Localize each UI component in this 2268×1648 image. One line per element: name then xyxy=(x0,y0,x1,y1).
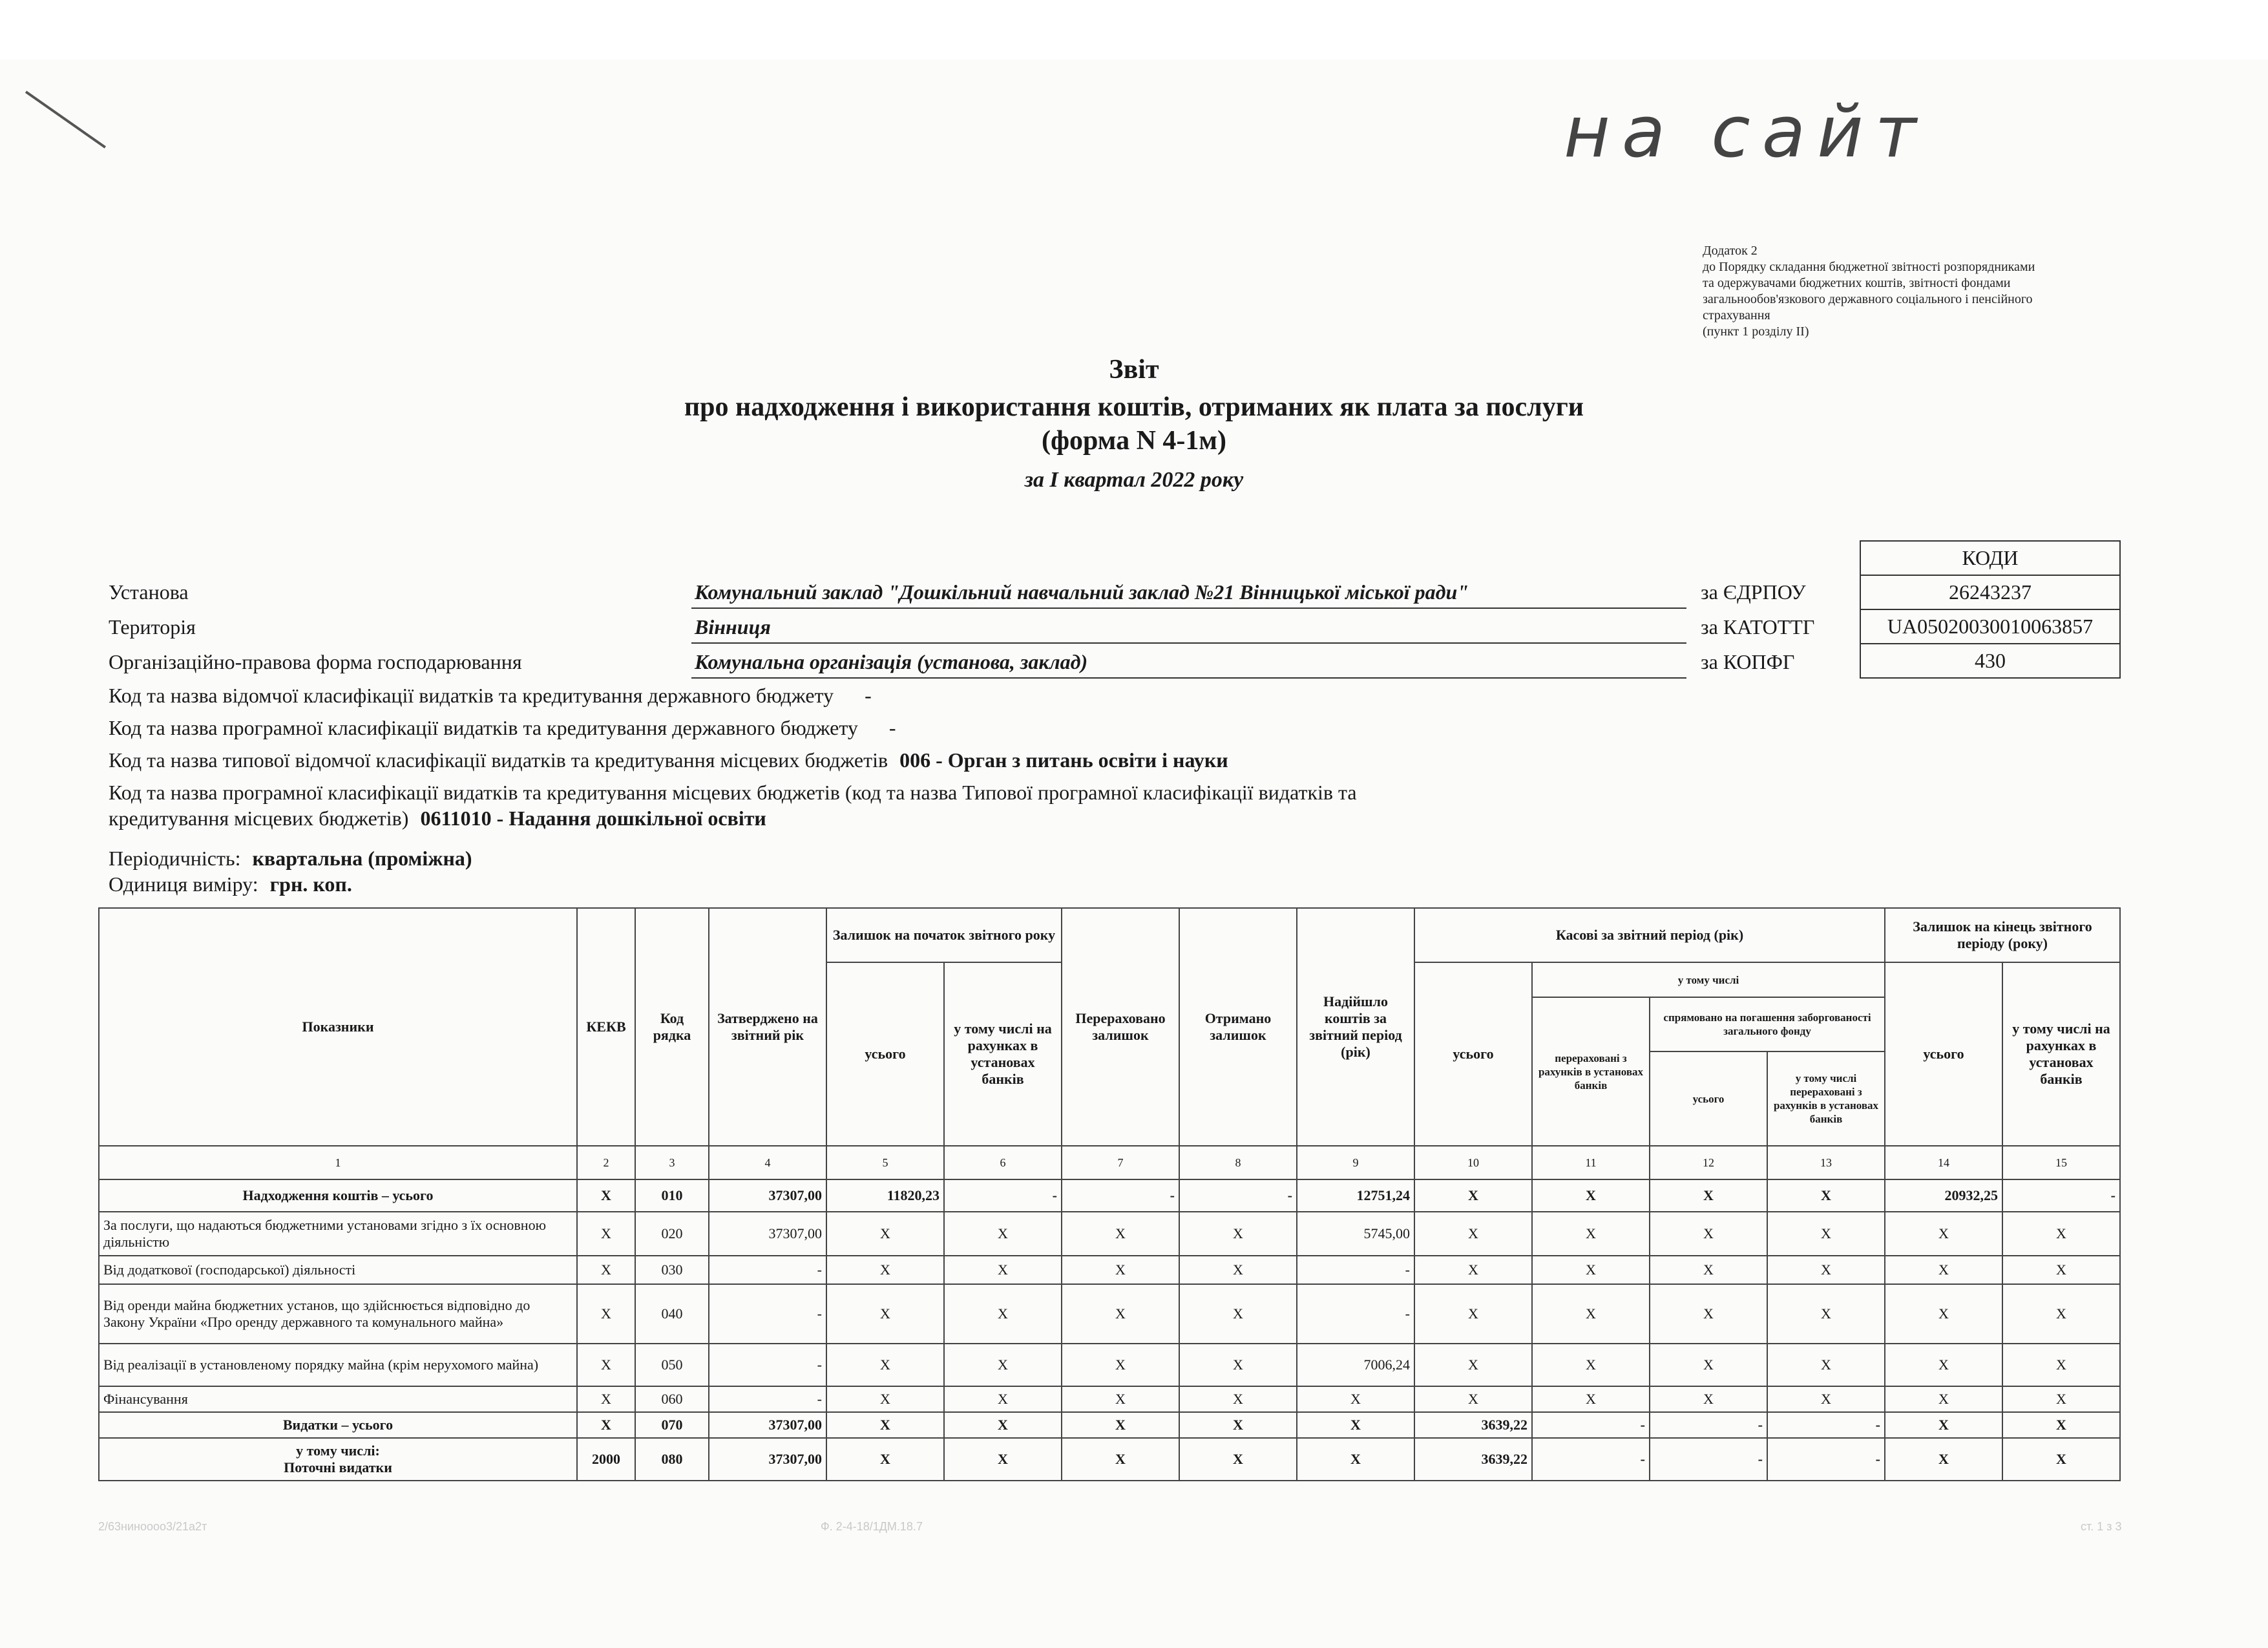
header-received: Отримано залишок xyxy=(1179,908,1297,1146)
table-cell: 12751,24 xyxy=(1297,1179,1414,1212)
institution-label: Установа xyxy=(109,580,189,604)
table-cell: X xyxy=(1532,1256,1650,1284)
table-cell: - xyxy=(1767,1438,1885,1481)
table-cell: X xyxy=(1885,1412,2002,1438)
table-cell: 030 xyxy=(635,1256,709,1284)
table-cell: 010 xyxy=(635,1179,709,1212)
org-form-label: Організаційно-правова форма господарювання xyxy=(109,650,522,673)
footer-center: Ф. 2-4-18/1ДМ.18.7 xyxy=(821,1520,923,1533)
table-cell: X xyxy=(1414,1386,1532,1412)
annex-note xyxy=(1703,243,2116,340)
classification-line-2-label: Код та назва програмної класифікації видатків та кредитування державного бюджету xyxy=(109,716,858,739)
table-cell: X xyxy=(1179,1284,1297,1344)
table-cell: 11820,23 xyxy=(826,1179,944,1212)
unit xyxy=(109,872,352,896)
report-subtitle: про надходження і використання коштів, отриманих як плата за послуги xyxy=(684,392,1584,422)
table-cell: X xyxy=(1767,1386,1885,1412)
table-cell: - xyxy=(709,1284,826,1344)
table-cell: 3639,22 xyxy=(1414,1438,1532,1481)
territory-value: Вінниця xyxy=(695,615,771,639)
institution-underline xyxy=(691,607,1686,609)
column-number: 12 xyxy=(1650,1146,1767,1179)
table-cell: - xyxy=(1062,1179,1179,1212)
katottg-code: UA05020030010063857 xyxy=(1860,609,2120,644)
table-cell: X xyxy=(1297,1386,1414,1412)
table-row xyxy=(99,1344,2120,1386)
katottg-label: за КАТОТТГ xyxy=(1701,615,1815,639)
table-cell: X xyxy=(1179,1412,1297,1438)
table-cell: X xyxy=(1297,1438,1414,1481)
table-cell: X xyxy=(1767,1284,1885,1344)
territory-underline xyxy=(691,642,1686,644)
table-cell: X xyxy=(1179,1256,1297,1284)
edrpou-label: за ЄДРПОУ xyxy=(1701,580,1806,604)
column-number: 15 xyxy=(2002,1146,2120,1179)
classification-line-3-value: 006 - Орган з питань освіти і науки xyxy=(899,748,1228,772)
header-debt-repay: спрямовано на погашення заборгованості загального фонду xyxy=(1650,997,1885,1051)
table-cell: X xyxy=(2002,1284,2120,1344)
table-cell: X xyxy=(1179,1386,1297,1412)
org-form-value: Комунальна організація (установа, заклад) xyxy=(695,650,1088,673)
header-balance-end: Залишок на кінець звітного періоду (року) xyxy=(1885,908,2120,962)
scan-top-edge xyxy=(0,0,2268,59)
table-row xyxy=(99,1284,2120,1344)
table-cell: 37307,00 xyxy=(709,1438,826,1481)
header-row-code: Код рядка xyxy=(635,908,709,1146)
table-cell: X xyxy=(1414,1284,1532,1344)
annex-line: страхування xyxy=(1703,308,1770,322)
table-cell: 37307,00 xyxy=(709,1412,826,1438)
header-cash-total: усього xyxy=(1414,962,1532,1146)
row-label: Фінансування xyxy=(99,1386,577,1412)
header-inflow: Надійшло коштів за звітний період (рік) xyxy=(1297,908,1414,1146)
table-cell: - xyxy=(1297,1284,1414,1344)
classification-line-4b xyxy=(109,807,766,830)
table-cell: X xyxy=(1532,1386,1650,1412)
periodicity-label: Періодичність: xyxy=(109,847,241,870)
table-cell: X xyxy=(2002,1386,2120,1412)
table-cell: X xyxy=(1414,1212,1532,1256)
table-cell: X xyxy=(1885,1438,2002,1481)
table-cell: 7006,24 xyxy=(1297,1344,1414,1386)
table-cell: X xyxy=(1885,1284,2002,1344)
table-cell: X xyxy=(1885,1212,2002,1256)
table-cell: X xyxy=(944,1284,1062,1344)
column-number: 9 xyxy=(1297,1146,1414,1179)
classification-line-4a: Код та назва програмної класифікації видатків та кредитування місцевих бюджетів (код та назва Типової програмної класифікації видатків та xyxy=(109,781,1357,804)
header-kekv: КЕКВ xyxy=(577,908,635,1146)
table-cell: 3639,22 xyxy=(1414,1412,1532,1438)
table-row xyxy=(99,1212,2120,1256)
table-cell: X xyxy=(577,1256,635,1284)
table-cell: X xyxy=(577,1386,635,1412)
table-cell: X xyxy=(944,1212,1062,1256)
table-cell: 070 xyxy=(635,1412,709,1438)
header-cash: Касові за звітний період (рік) xyxy=(1414,908,1885,962)
table-cell: X xyxy=(826,1212,944,1256)
column-number: 8 xyxy=(1179,1146,1297,1179)
header-debt-total: усього xyxy=(1650,1051,1767,1146)
table-row xyxy=(99,1256,2120,1284)
table-cell: 050 xyxy=(635,1344,709,1386)
header-debt-banks: у тому числі перераховані з рахунків в установах банків xyxy=(1767,1051,1885,1146)
table-cell: 060 xyxy=(635,1386,709,1412)
table-row xyxy=(99,1386,2120,1412)
table-cell: 5745,00 xyxy=(1297,1212,1414,1256)
table-cell: X xyxy=(944,1344,1062,1386)
table-cell: X xyxy=(1650,1179,1767,1212)
table-cell: X xyxy=(1650,1256,1767,1284)
table-cell: X xyxy=(1650,1386,1767,1412)
table-cell: X xyxy=(1062,1344,1179,1386)
classification-line-2 xyxy=(109,716,896,740)
table-cell: X xyxy=(826,1412,944,1438)
column-number: 2 xyxy=(577,1146,635,1179)
handwritten-note: на сайт xyxy=(1564,90,1928,173)
column-number: 4 xyxy=(709,1146,826,1179)
table-cell: - xyxy=(1297,1256,1414,1284)
column-number: 7 xyxy=(1062,1146,1179,1179)
column-number: 6 xyxy=(944,1146,1062,1179)
column-number: 5 xyxy=(826,1146,944,1179)
header-indicators: Показники xyxy=(99,908,577,1146)
table-cell: X xyxy=(577,1284,635,1344)
table-cell: X xyxy=(1297,1412,1414,1438)
header-balance-start: Залишок на початок звітного року xyxy=(826,908,1062,962)
classification-line-1-label: Код та назва відомчої класифікації видатків та кредитування державного бюджету xyxy=(109,684,834,707)
table-cell: X xyxy=(1062,1256,1179,1284)
table-cell: X xyxy=(1062,1212,1179,1256)
table-cell: X xyxy=(2002,1438,2120,1481)
table-cell: X xyxy=(1532,1284,1650,1344)
table-cell: X xyxy=(1532,1179,1650,1212)
table-cell: X xyxy=(944,1412,1062,1438)
header-cash-banks: перераховані з рахунків в установах банків xyxy=(1532,997,1650,1146)
codes-table xyxy=(1860,540,2121,679)
row-label: За послуги, що надаються бюджетними установами згідно з їх основною діяльністю xyxy=(99,1212,577,1256)
table-cell: 37307,00 xyxy=(709,1179,826,1212)
table-cell: X xyxy=(1885,1256,2002,1284)
table-cell: X xyxy=(826,1386,944,1412)
table-cell: 040 xyxy=(635,1284,709,1344)
header-transferred: Перераховано залишок xyxy=(1062,908,1179,1146)
table-cell: X xyxy=(2002,1412,2120,1438)
table-cell: X xyxy=(1885,1386,2002,1412)
column-number: 1 xyxy=(99,1146,577,1179)
table-cell: X xyxy=(944,1386,1062,1412)
table-cell: X xyxy=(2002,1344,2120,1386)
annex-line: (пункт 1 розділу ІІ) xyxy=(1703,324,1809,339)
row-label: Видатки – усього xyxy=(99,1412,577,1438)
table-cell: 2000 xyxy=(577,1438,635,1481)
table-cell: X xyxy=(1767,1179,1885,1212)
classification-line-2-value: - xyxy=(888,716,896,739)
column-numbers-row xyxy=(99,1146,2120,1179)
territory-label: Територія xyxy=(109,615,196,639)
table-cell: X xyxy=(1767,1212,1885,1256)
table-cell: - xyxy=(1532,1438,1650,1481)
table-cell: X xyxy=(2002,1212,2120,1256)
annex-line: загальнообов'язкового державного соціального і пенсійного xyxy=(1703,292,2033,306)
unit-value: грн. коп. xyxy=(269,872,352,896)
table-cell: X xyxy=(1532,1344,1650,1386)
table-cell: X xyxy=(2002,1256,2120,1284)
table-cell: 020 xyxy=(635,1212,709,1256)
table-cell: X xyxy=(1650,1212,1767,1256)
classification-line-4-label: кредитування місцевих бюджетів) xyxy=(109,807,409,830)
table-cell: X xyxy=(1062,1386,1179,1412)
column-number: 10 xyxy=(1414,1146,1532,1179)
row-label: у тому числі: Поточні видатки xyxy=(99,1438,577,1481)
kopfg-code: 430 xyxy=(1860,644,2120,678)
row-label: Від додаткової (господарської) діяльності xyxy=(99,1256,577,1284)
classification-line-1-value: - xyxy=(865,684,872,707)
classification-line-1 xyxy=(109,684,872,708)
table-row xyxy=(99,1412,2120,1438)
table-cell: X xyxy=(944,1438,1062,1481)
institution-value: Комунальний заклад "Дошкільний навчальний заклад №21 Вінницької міської ради" xyxy=(695,580,1469,604)
table-cell: - xyxy=(2002,1179,2120,1212)
classification-line-4-value: 0611010 - Надання дошкільної освіти xyxy=(420,807,766,830)
column-number: 11 xyxy=(1532,1146,1650,1179)
row-label: Надходження коштів – усього xyxy=(99,1179,577,1212)
report-form: (форма N 4-1м) xyxy=(1041,426,1226,456)
table-cell: - xyxy=(1650,1438,1767,1481)
header-balance-end-banks: у тому числі на рахунках в установах банків xyxy=(2002,962,2120,1146)
unit-label: Одиниця виміру: xyxy=(109,872,258,896)
column-number: 14 xyxy=(1885,1146,2002,1179)
table-cell: X xyxy=(1179,1212,1297,1256)
table-cell: X xyxy=(1062,1284,1179,1344)
classification-line-3 xyxy=(109,748,1228,772)
table-cell: - xyxy=(709,1344,826,1386)
table-cell: X xyxy=(944,1256,1062,1284)
report-table xyxy=(98,907,2121,1481)
footer-right: ст. 1 з 3 xyxy=(2081,1520,2122,1533)
table-cell: 20932,25 xyxy=(1885,1179,2002,1212)
table-cell: X xyxy=(1414,1344,1532,1386)
codes-header: КОДИ xyxy=(1860,541,2120,575)
header-approved: Затверджено на звітний рік xyxy=(709,908,826,1146)
table-cell: X xyxy=(1650,1284,1767,1344)
table-cell: - xyxy=(709,1256,826,1284)
footer-left: 2/63ниноооо3/21а2т xyxy=(98,1520,207,1533)
table-cell: X xyxy=(826,1284,944,1344)
table-row xyxy=(99,1438,2120,1481)
column-number: 3 xyxy=(635,1146,709,1179)
row-label: Від реалізації в установленому порядку майна (крім нерухомого майна) xyxy=(99,1344,577,1386)
table-cell: X xyxy=(1650,1344,1767,1386)
report-title: Звіт xyxy=(1109,355,1159,385)
table-cell: X xyxy=(577,1344,635,1386)
table-cell: - xyxy=(944,1179,1062,1212)
table-cell: X xyxy=(1062,1438,1179,1481)
table-cell: X xyxy=(826,1438,944,1481)
table-cell: X xyxy=(826,1344,944,1386)
table-cell: 37307,00 xyxy=(709,1212,826,1256)
table-cell: X xyxy=(1179,1344,1297,1386)
periodicity-value: квартальна (проміжна) xyxy=(252,847,472,870)
table-cell: - xyxy=(709,1386,826,1412)
org-form-underline xyxy=(691,677,1686,679)
table-cell: - xyxy=(1650,1412,1767,1438)
annex-line: до Порядку складання бюджетної звітності розпорядниками xyxy=(1703,260,2035,274)
column-number: 13 xyxy=(1767,1146,1885,1179)
table-cell: X xyxy=(577,1212,635,1256)
table-cell: 080 xyxy=(635,1438,709,1481)
table-cell: X xyxy=(1767,1256,1885,1284)
edrpou-code: 26243237 xyxy=(1860,575,2120,609)
kopfg-label: за КОПФГ xyxy=(1701,650,1795,673)
periodicity xyxy=(109,847,472,871)
table-cell: X xyxy=(577,1412,635,1438)
annex-line: та одержувачами бюджетних коштів, звітності фондами xyxy=(1703,276,2011,290)
header-balance-end-total: усього xyxy=(1885,962,2002,1146)
classification-line-3-label: Код та назва типової відомчої класифікації видатків та кредитування місцевих бюджетів xyxy=(109,748,888,772)
header-cash-including: у тому числі xyxy=(1532,962,1885,997)
table-cell: X xyxy=(577,1179,635,1212)
header-balance-start-total: усього xyxy=(826,962,944,1146)
header-balance-start-banks: у тому числі на рахунках в установах банків xyxy=(944,962,1062,1146)
table-cell: - xyxy=(1179,1179,1297,1212)
report-period: за І квартал 2022 року xyxy=(1024,468,1244,492)
row-label: Від оренди майна бюджетних установ, що здійснюється відповідно до Закону України «Про оренду державного та комунального майна» xyxy=(99,1284,577,1344)
table-cell: X xyxy=(1414,1256,1532,1284)
table-cell: X xyxy=(826,1256,944,1284)
table-cell: - xyxy=(1532,1412,1650,1438)
table-cell: X xyxy=(1885,1344,2002,1386)
table-cell: X xyxy=(1767,1344,1885,1386)
table-cell: X xyxy=(1414,1179,1532,1212)
table-cell: X xyxy=(1179,1438,1297,1481)
annex-line: Додаток 2 xyxy=(1703,244,1758,258)
table-cell: - xyxy=(1767,1412,1885,1438)
table-cell: X xyxy=(1062,1412,1179,1438)
table-row xyxy=(99,1179,2120,1212)
table-cell: X xyxy=(1532,1212,1650,1256)
